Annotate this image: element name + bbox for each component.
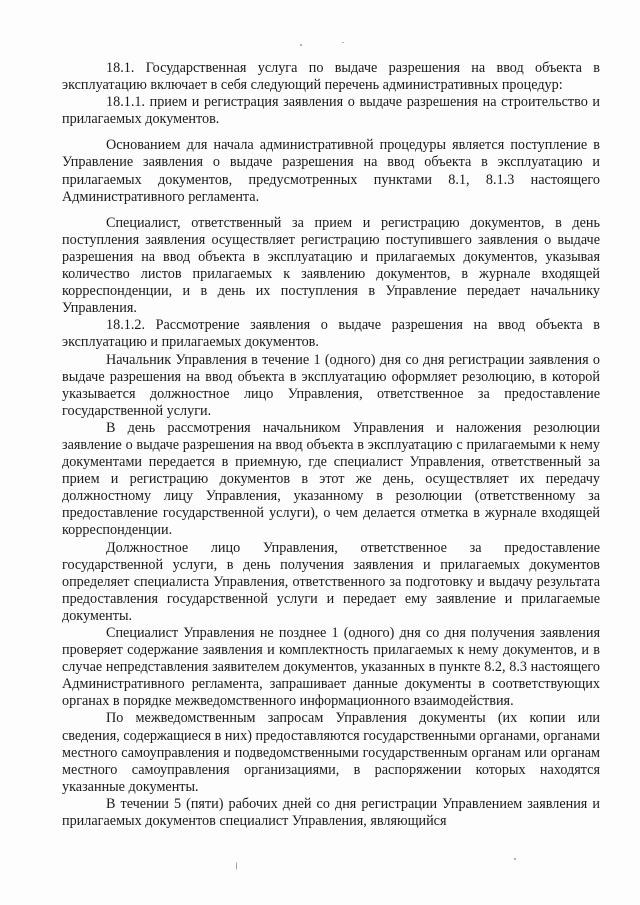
paragraph: Специалист Управления не позднее 1 (одного) дня со дня получения заявления проверяет содержание заявления и комплектность прилагаемых к нему документов, и в случае непредставления заявителем документов, указанных в пункте 8.2, 8.3 настоящего Административного регламента, запрашивает данные документы в соответствующих органах в порядке межведомственного информационного взаимодействия. — [62, 625, 600, 710]
paragraph: В течении 5 (пяти) рабочих дней со дня регистрации Управлением заявления и прилагаемых документов специалист Управления, являющийся — [62, 795, 600, 830]
paragraph: 18.1. Государственная услуга по выдаче разрешения на ввод объекта в эксплуатацию включает в себя следующий перечень административных процедур: — [62, 60, 600, 94]
paragraph: Начальник Управления в течение 1 (одного) дня со дня регистрации заявления о выдаче разрешения на ввод объекта в эксплуатацию оформляет резолюцию, в которой указывается должностное лицо Управления, ответственное за предоставление государственной услуги. — [62, 351, 600, 419]
paragraph: По межведомственным запросам Управления документы (их копии или сведения, содержащиеся в них) предоставляются государственными органами, органами местного самоуправления и подведомственными государственным органам или органам местного самоуправления организациями, в распоряжении которых находятся указанные документы. — [62, 710, 600, 795]
paragraph: 18.1.1. прием и регистрация заявления о выдаче разрешения на строительство и прилагаемых документов. — [62, 94, 600, 128]
paragraph: 18.1.2. Рассмотрение заявления о выдаче разрешения на ввод объекта в эксплуатацию и прилагаемых документов. — [62, 317, 600, 351]
scan-speck — [300, 44, 302, 46]
scan-speck — [236, 862, 237, 870]
scan-speck — [514, 858, 516, 860]
paragraph: Должностное лицо Управления, ответственное за предоставление государственной услуги, в день получения заявления и прилагаемых документов определяет специалиста Управления, ответственного за подготовку и выдачу результата предоставления государственной услуги и передает ему заявление и прилагаемые документы. — [62, 539, 600, 624]
scan-speck — [342, 42, 344, 43]
paragraph: Основанием для начала административной процедуры является поступление в Управление заявления о выдаче разрешения на ввод объекта в эксплуатацию и прилагаемых документов, предусмотренных пунктами 8.1, 8.1.3 настоящего Административного регламента. — [62, 137, 600, 205]
paragraph: Специалист, ответственный за прием и регистрацию документов, в день поступления заявления осуществляет регистрацию поступившего заявления о выдаче разрешения на ввод объекта в эксплуатацию и прилагаемых документов, указывая количество листов прилагаемых к заявлению документов, в журнале входящей корреспонденции, и в день их поступления в Управление передает начальнику Управления. — [62, 214, 600, 317]
document-body — [62, 60, 600, 830]
paragraph: В день рассмотрения начальником Управления и наложения резолюции заявление о выдаче разрешения на ввод объекта в эксплуатацию с прилагаемыми к нему документами передается в приемную, где специалист Управления, ответственный за прием и регистрацию документов в этот же день, осуществляет их передачу должностному лицу Управления, указанному в резолюции (ответственному за предоставление государственной услуги), о чем делается отметка в журнале входящей корреспонденции. — [62, 419, 600, 539]
